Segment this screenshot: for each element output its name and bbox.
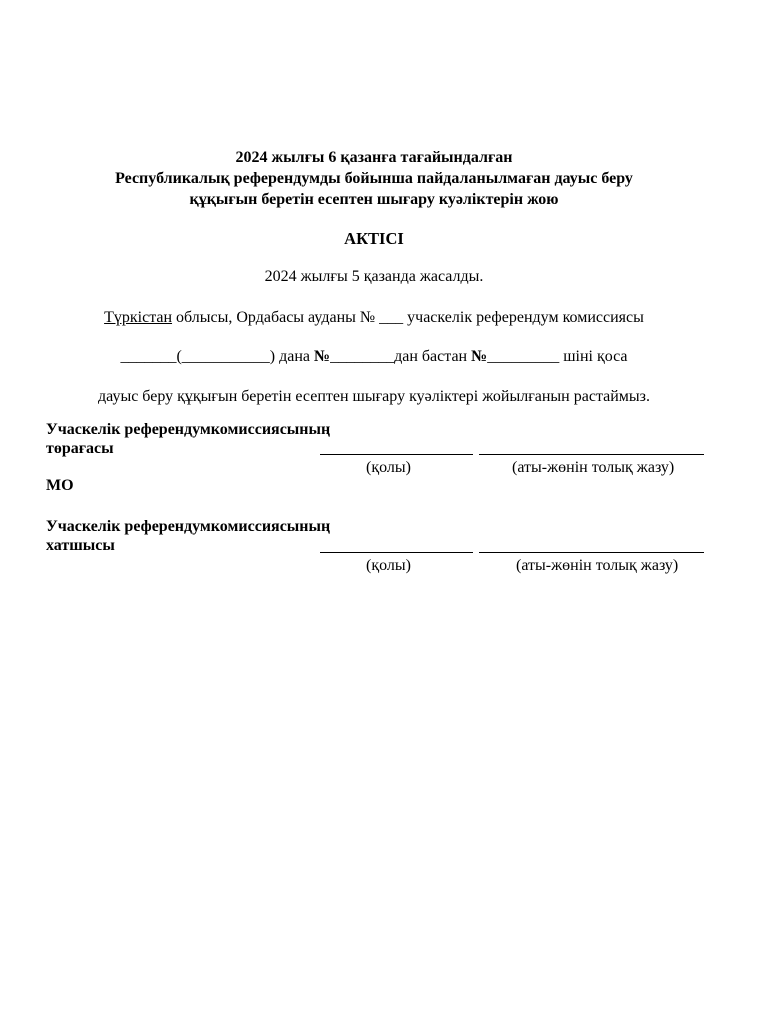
- date-line: 2024 жылғы 5 қазанда жасалды.: [264, 268, 484, 285]
- secretary-label: [46, 517, 330, 555]
- title-line-1: 2024 жылғы 6 қазанға тағайындалған: [235, 149, 513, 166]
- number-sign-2: №: [471, 348, 488, 365]
- quantity-part-1: _______(___________) дана: [120, 348, 315, 365]
- region-name: Түркістан: [104, 309, 173, 326]
- chairman-label-line-2: төрағасы: [46, 440, 114, 457]
- chairman-signature-line: [320, 454, 473, 455]
- act-heading: АКТІСІ: [344, 229, 404, 248]
- mo-label: МО: [46, 477, 74, 494]
- secretary-label-line-2: хатшысы: [46, 537, 115, 554]
- secretary-name-caption: (аты-жөнін толық жазу): [516, 557, 679, 574]
- chairman-signature-caption: (қолы): [366, 459, 411, 476]
- secretary-label-line-1: Учаскелік референдумкомиссиясының: [46, 518, 331, 535]
- secretary-name-line: [479, 552, 704, 553]
- quantity-part-2: ________дан бастан: [330, 348, 472, 365]
- chairman-name-line: [479, 454, 704, 455]
- chairman-label: [46, 420, 330, 458]
- title-line-2: Республикалық референдумды бойынша пайдаланылмаған дауыс беру: [115, 170, 633, 187]
- secretary-signature-caption: (қолы): [366, 557, 411, 574]
- region-line: [20, 308, 728, 328]
- secretary-signature-line: [320, 552, 473, 553]
- confirmation-line: дауыс беру құқығын беретін есептен шығару куәліктері жойылғанын растаймыз.: [98, 388, 650, 405]
- quantity-line: [20, 347, 728, 367]
- chairman-name-caption: (аты-жөнін толық жазу): [512, 459, 675, 476]
- region-rest: облысы, Ордабасы ауданы № ___ учаскелік референдум комиссиясы: [172, 309, 644, 326]
- number-sign-1: №: [314, 348, 331, 365]
- document-title: [40, 147, 708, 210]
- title-line-3: құқығын беретін есептен шығару куәліктерін жою: [189, 191, 559, 208]
- quantity-part-3: _________ шіні қоса: [487, 348, 628, 365]
- chairman-label-line-1: Учаскелік референдумкомиссиясының: [46, 421, 331, 438]
